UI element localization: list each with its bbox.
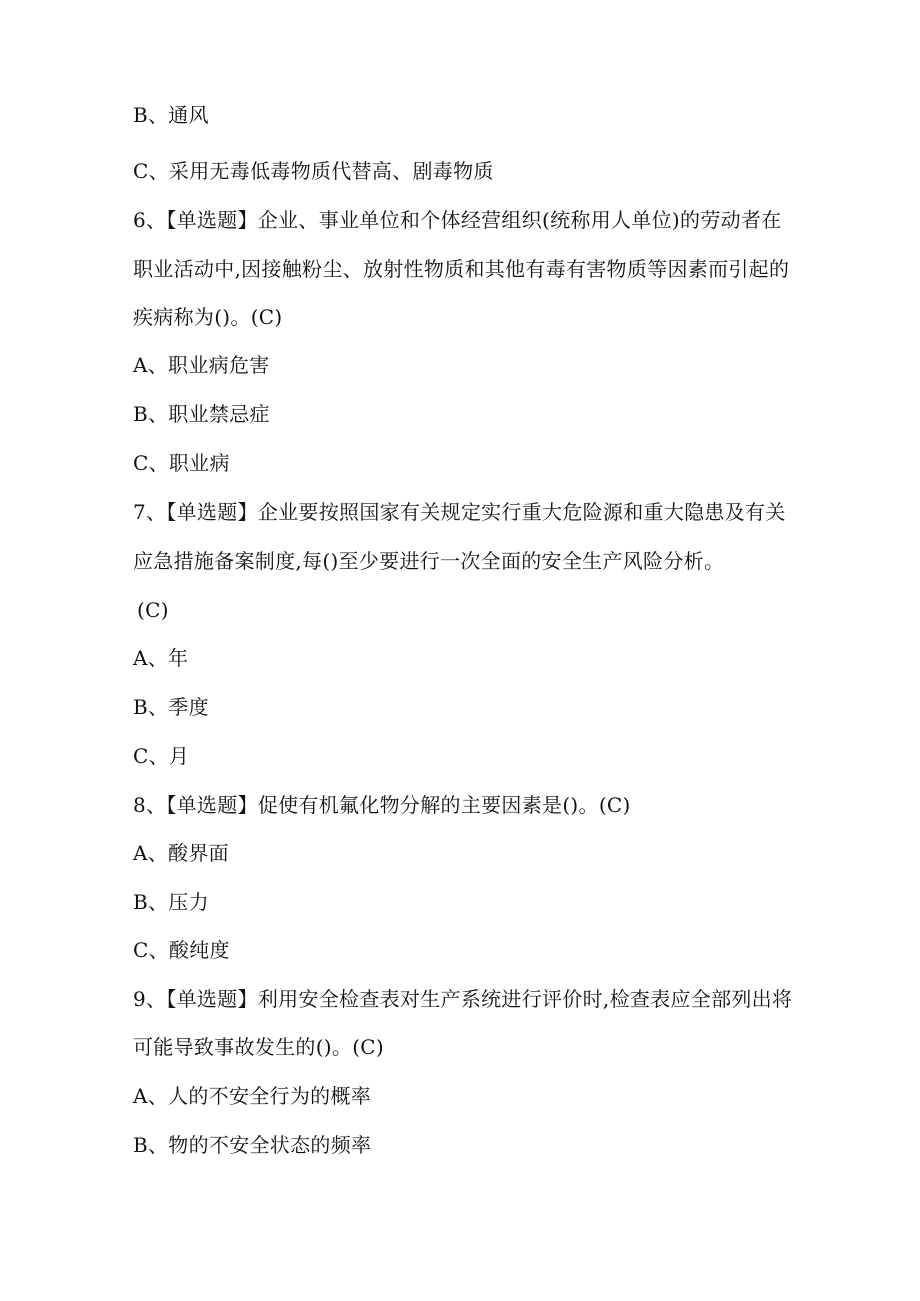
option-a-q7: A、年 xyxy=(133,646,189,670)
option-b-q9: B、物的不安全状态的频率 xyxy=(133,1133,372,1157)
option-b-q6: B、职业禁忌症 xyxy=(133,402,270,426)
question-6-line-1: 6、【单选题】企业、事业单位和个体经营组织(统称用人单位)的劳动者在 xyxy=(133,208,782,232)
option-c-q6: C、职业病 xyxy=(133,451,230,475)
option-b-q5: B、通风 xyxy=(133,103,209,127)
option-a-q9: A、人的不安全行为的概率 xyxy=(133,1084,372,1108)
question-8-line-1: 8、【单选题】促使有机氟化物分解的主要因素是()。(C) xyxy=(133,793,631,817)
option-c-q5: C、采用无毒低毒物质代替高、剧毒物质 xyxy=(133,159,494,183)
question-6-line-2: 职业活动中,因接触粉尘、放射性物质和其他有毒有害物质等因素而引起的 xyxy=(133,257,790,281)
question-6-line-3: 疾病称为()。(C) xyxy=(133,305,283,329)
question-7-line-1: 7、【单选题】企业要按照国家有关规定实行重大危险源和重大隐患及有关 xyxy=(133,500,786,524)
option-c-q7: C、月 xyxy=(133,744,190,768)
option-a-q6: A、职业病危害 xyxy=(133,353,270,377)
option-a-q8: A、酸界面 xyxy=(133,841,229,865)
question-7-answer: (C) xyxy=(137,598,169,622)
option-b-q8: B、压力 xyxy=(133,890,209,914)
option-b-q7: B、季度 xyxy=(133,695,209,719)
question-9-line-1: 9、【单选题】利用安全检查表对生产系统进行评价时,检查表应全部列出将 xyxy=(133,987,793,1011)
question-7-line-2: 应急措施备案制度,每()至少要进行一次全面的安全生产风险分析。 xyxy=(133,549,725,573)
question-9-line-2: 可能导致事故发生的()。(C) xyxy=(133,1035,385,1059)
option-c-q8: C、酸纯度 xyxy=(133,938,230,962)
